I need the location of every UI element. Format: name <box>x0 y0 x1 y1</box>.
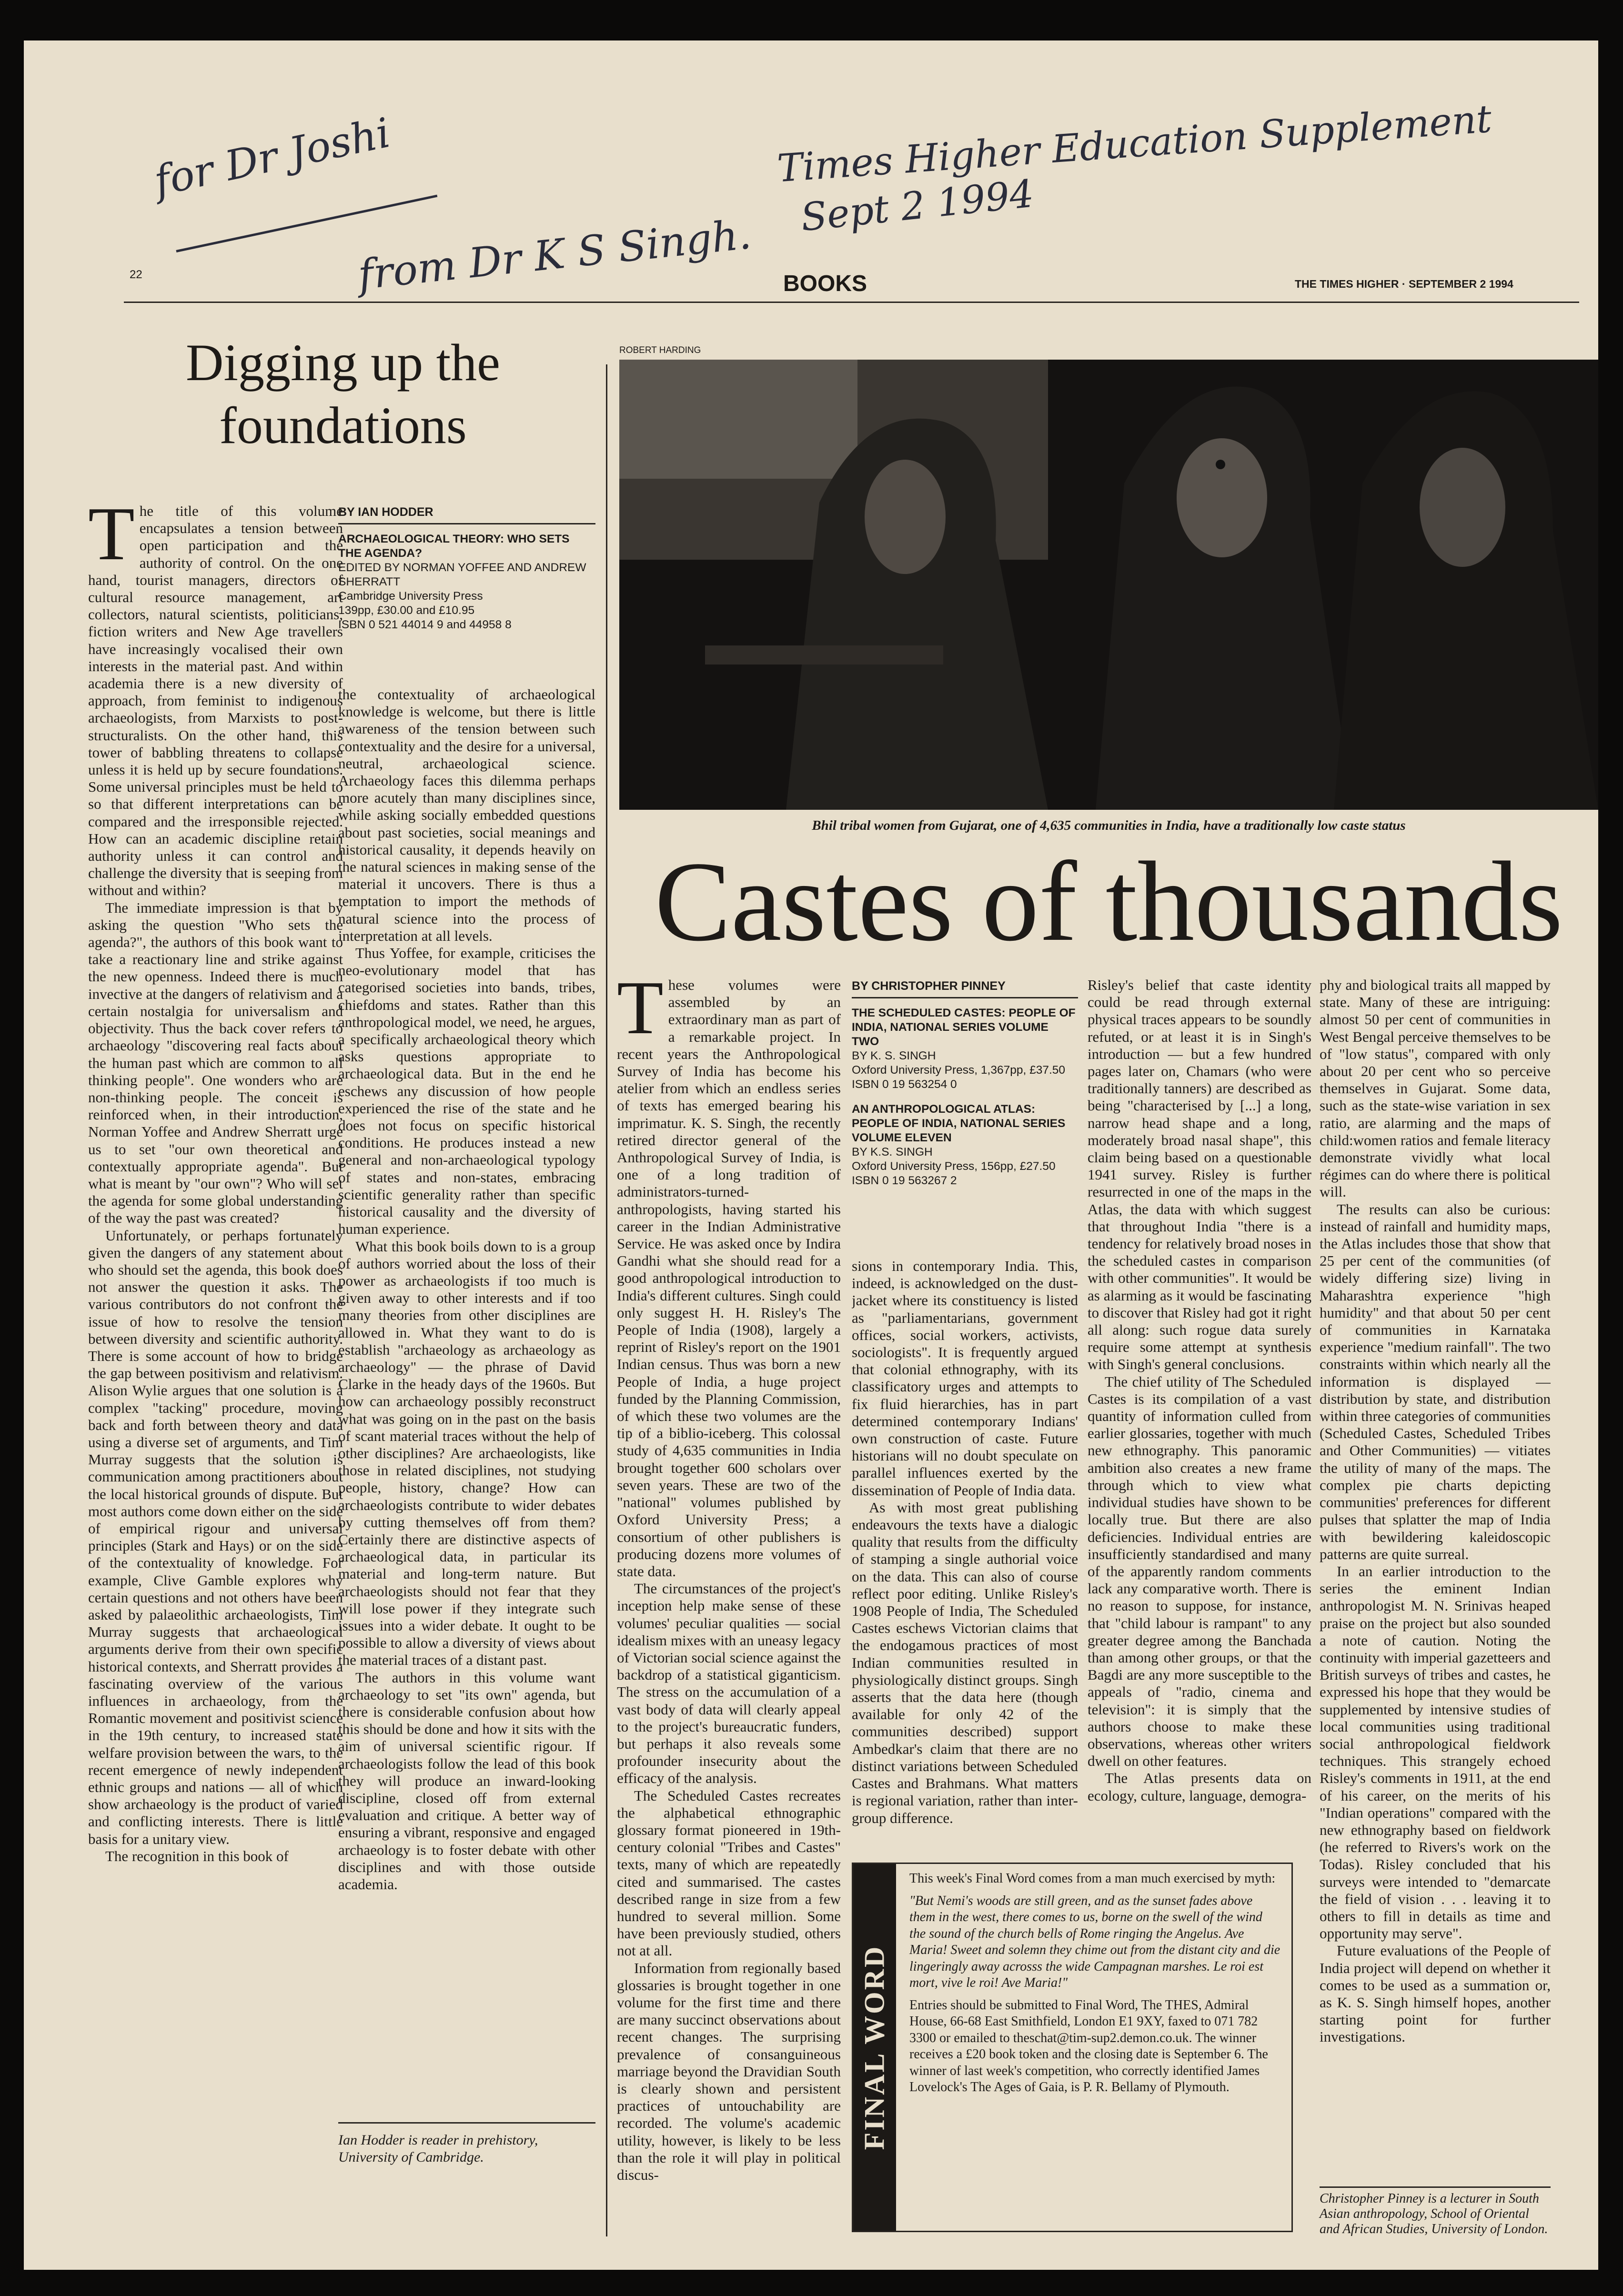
section-title: BOOKS <box>783 271 867 296</box>
book-publisher: Cambridge University Press <box>338 590 483 603</box>
article-headline: Digging up the foundations <box>186 333 500 454</box>
article-column <box>1088 977 1311 1858</box>
page-number: 22 <box>130 268 142 281</box>
paragraph: As with most great publishing endeavours the texts have a dialogic quality that results from the difficulty of stamping a single authorial voice on the data. This can also of course reflect poor editing. Unlike Risley's 1908 People of India, The Scheduled Castes eschews Victorian claims that the endogamous practices of most Indian communities resulted in physiologically distinct groups. Singh asserts that the data here (though available for only 42 of the communities described) support Ambedkar's claim that there are no distinct variations between Scheduled Castes and Brahmans. What matters is regional variation, rather than inter-group difference. <box>852 1499 1078 1826</box>
final-word-quote: "But Nemi's woods are still green, and as the sunset fades above them in the west, there comes to us, borne on the swell of the wind the sound of the church bells of Rome ringing the Angelus. Ave Maria! Sweet and solemn they chime out from the distant city and die lingeringly away acrosss the wide Campagnan marshes. Le roi est mort, vive le roi! Ave Maria!" <box>909 1893 1280 1990</box>
paragraph: What this book boils down to is a group of authors worried about the loss of their power as archaeologists if too much is given away to other interests and if too many theories from other disciplines are allowed in. What they want to do is establish "archaeology as archaeology as archaeology" — the phrase of David Clarke in the heady days of the 1960s. But how can archaeology possibly reconstruct what was going on in the past on the basis of scant material traces without the help of other disciplines? Are archaeologists, like those in related disciplines, not studying people, history, change? How can archaeologists contribute to wider debates by cutting themselves off from them? Certainly there are distinctive aspects of archaeological data, in particular its material and long-term nature. But archaeologists should not fear that they will lose power if they integrate such issues into a wider debate. It ought to be possible to allow a diversity of views about the material traces of a distant past. <box>338 1238 595 1669</box>
article-column <box>88 503 343 2239</box>
drop-cap: T <box>617 977 664 1050</box>
paragraph: he title of this volume encapsulates a tension between open participation and the authority of control. On the one hand, tourist managers, directors of cultural resource management, art collectors, natural scientists, politicians, fiction writers and New Age travellers have increasingly vocalised their own interests in the material past. And within academia there is a new diversity of approach, from feminist to indigenous archaeologists, from Marxists to post-structuralists. On the other hand, this tower of babbling threatens to collapse unless it is held up by secure foundations. Some universal principles must be held to so that different interpretations can be compared and the irresponsible rejected. How can an academic discipline retain authority unless it can control and challenge the diversity that is seeping from without and within? <box>88 503 343 899</box>
paragraph: The circumstances of the project's inception help make sense of these volumes' peculiar qualities — social idealism mixes with an uneasy legacy of Victorian social science against the backdrop of a statistical giganticism. The stress on the accumulation of a vast body of data will clearly appeal to the project's bureaucratic funders, but perhaps it also reveals some profounder insecurity about the efficacy of the analysis. <box>617 1580 841 1787</box>
author-note: Ian Hodder is reader in prehistory, University of Cambridge. <box>338 2132 538 2165</box>
book-info-box <box>338 505 595 632</box>
book-title: AN ANTHROPOLOGICAL ATLAS: PEOPLE OF INDIA, NATIONAL SERIES VOLUME ELEVEN <box>852 1103 1066 1144</box>
byline: BY IAN HODDER <box>338 505 595 524</box>
final-word-intro: This week's Final Word comes from a man much exercised by myth: <box>909 1871 1276 1886</box>
handwritten-note-recipient: for Dr Joshi <box>150 109 394 206</box>
book-isbn: ISBN 0 19 563254 0 <box>852 1078 957 1091</box>
handwritten-note-publication: Times Higher Education Supplement <box>776 96 1493 191</box>
paragraph: Thus Yoffee, for example, criticises the neo-evolutionary model that has categorised societies into bands, tribes, chiefdoms and states. Rather than this anthropological model, we need, he argues, a specifically archaeological theory which asks questions appropriate to archaeological data. But in the end he eschews any discussion of how people experienced the rise of the state and he does not focus on specific historical conditions. He produces instead a new general and non-archaeological typology of states and non-states, embracing scientific generality rather than specific historical causality and the diversity of human experience. <box>338 945 595 1238</box>
article-column <box>852 1258 1078 1858</box>
final-word-label: FINAL WORD <box>858 1944 890 2150</box>
byline: BY CHRISTOPHER PINNEY <box>852 979 1078 998</box>
book-author: BY K.S. SINGH <box>852 1146 933 1158</box>
photo-caption: Bhil tribal women from Gujarat, one of 4,635 communities in India, have a traditionally low caste status <box>812 818 1406 833</box>
paragraph: Future evaluations of the People of India project will depend on whether it comes to be used as a summation or, as K. S. Singh himself hopes, another starting point for further investigations. <box>1320 1942 1551 2045</box>
final-word-text <box>909 1871 1281 2102</box>
paragraph: The authors in this volume want archaeology to set "its own" agenda, but there is considerable confusion about how this should be done and how it sits with the aim of universal scientific rigour. If archaeologists follow the lead of this book they will produce an inward-looking discipline, closed off from external evaluation and critique. A better way of ensuring a vibrant, responsive and engaged archaeology is to foster debate with other disciplines and with those outside academia. <box>338 1669 595 1893</box>
author-note-rule <box>1320 2186 1551 2188</box>
photo-bhil-women <box>619 360 1598 810</box>
photo-illustration <box>619 360 1598 810</box>
dateline: THE TIMES HIGHER · SEPTEMBER 2 1994 <box>1295 278 1513 290</box>
paragraph: Unfortunately, or perhaps fortunately given the dangers of any statement about who should set the agenda, this book does not answer the question it asks. The various contributors do not confront the issue of how to resolve the tension between diversity and scientific authority. There is some account of how to bridge the gap between positivism and relativism. Alison Wylie argues that one solution is a complex "tacking" procedure, moving back and forth between theory and data using a diverse set of arguments, and Tim Murray suggests that the solution is communication among practitioners about the local historical grounds of dispute. But most authors come down either on the side of empirical rigour and universal principles (Stark and Hays) or on the side of the contextuality of knowledge. For example, Clive Gamble explores why certain questions and not others have been asked by palaeolithic archaeologists, Tim Murray suggests that archaeological arguments derive from their own specific historical contexts, and Sherratt provides a fascinating overview of the various influences in archaeology, from the Romantic movement and positivist science in the 19th century, to increased state welfare provision between the wars, to the recent emergence of newly independent ethnic groups and nations — all of which show archaeology is the product of varied and conflicting interests. There is little basis for a unitary view. <box>88 1227 343 1847</box>
author-note: Christopher Pinney is a lecturer in South Asian anthropology, School of Oriental and African Studies, University of London. <box>1320 2191 1548 2236</box>
book-info-box <box>852 979 1078 1198</box>
final-word-box <box>852 1863 1293 2232</box>
article-column <box>617 977 841 2234</box>
book-publisher: Oxford University Press, 156pp, £27.50 <box>852 1160 1056 1173</box>
handwritten-underline <box>176 195 437 252</box>
handwritten-note-date: Sept 2 1994 <box>798 171 1036 240</box>
paragraph: phy and biological traits all mapped by state. Many of these are intriguing: almost 50 per cent of communities in West Bengal perceive themselves to be of "low status", compared with only about 20 per cent who so perceive themselves in Gujarat. Some data, such as the state-wise variation in sex ratio, are alarming and the maps of child:women ratios and female literacy demonstrate vividly what local régimes can do where there is political will. <box>1320 977 1551 1200</box>
article-headline: Castes of thousands <box>655 838 1563 965</box>
book-isbn: ISBN 0 521 44014 9 and 44958 8 <box>338 618 512 631</box>
paragraph: The recognition in this book of <box>105 1847 289 1864</box>
book-title: THE SCHEDULED CASTES: PEOPLE OF INDIA, NATIONAL SERIES VOLUME TWO <box>852 1007 1076 1048</box>
book-author: BY K. S. SINGH <box>852 1049 936 1062</box>
paragraph: Risley's belief that caste identity could be read through external physical traces appears to be soundly refuted, or at least it is in Singh's introduction — but a few hundred pages later on, Chamars (who were traditionally tanners) are described as being "characterised by [...] a long, narrow head shape and a long, moderately broad nasal shape", this claim being based on a questionable 1941 survey. Risley is further resurrected in one of the maps in the Atlas, the data with which suggest that throughout India "there is a tendency for relatively broad noses in the scheduled castes in comparison with other communities". It would be as alarming as it would be fascinating to discover that Risley had got it right all along: such rogue data surely require some attempt at synthesis with Singh's general conclusions. <box>1088 977 1311 1373</box>
photo-credit: ROBERT HARDING <box>619 345 701 355</box>
paragraph: In an earlier introduction to the series the eminent Indian anthropologist M. N. Srinivas heaped praise on the project but also sounded a note of caution. Noting the continuity with imperial gazetteers and British surveys of tribes and castes, he expressed his hope that they would be supplemented by intensive studies of local communities using traditional social anthropological fieldwork techniques. This strangely echoed Risley's comments in 1911, at the end of his career, on the merits of his "Indian operations" compared with the new ethnography based on fieldwork (he referred to Rivers's work on the Todas). Risley concluded that his surveys were intended to "demarcate the field of vision . . . leaving it to others to fill in details as time and opportunity may serve". <box>1320 1562 1551 1942</box>
paragraph: The results can also be curious: instead of rainfall and humidity maps, the Atlas includes those that show that 25 per cent of the communities (of widely differing size) living in Maharashtra experience "high humidity" and that about 50 per cent of communities in Karnataka experience "medium rainfall". The two constraints within which nearly all the information is displayed — distribution by state, and distribution within three categories of communities (Scheduled Castes, Scheduled Tribes and Other Communities) — vitiates the utility of many of the maps. The complex pie charts depicting communities' preferences for different pulses that splatter the map of India with bewildering kaleidoscopic patterns are quite surreal. <box>1320 1200 1551 1562</box>
paragraph: The immediate impression is that by asking the question "Who sets the agenda?", the authors of this book want to take a reactionary line and strike against the new openness. Indeed there is much invective at the dangers of relativism and a certain nostalgia for universalism and objectivity. Thus the back cover refers to archaeology "discovering real facts about the human past which are common to all thinking people". One wonders who are non-thinking people. The conceit is reinforced when, in their introduction, Norman Yoffee and Andrew Sherratt urge us to set "our own theoretical and contextually appropriate agenda". But what is meant by "our own"? Who will set the agenda for some global understanding of the way the past was created? <box>88 899 343 1227</box>
column-divider <box>606 364 607 2236</box>
handwritten-note-sender: from Dr K S Singh. <box>356 210 754 300</box>
paragraph: The Scheduled Castes recreates the alphabetical ethnographic glossary format pioneered in 19th-century colonial "Tribes and Castes" texts, many of which are repeatedly cited and summarised. The castes described range in size from a few hundred to several million. Some have been previously studied, others not at all. <box>617 1787 841 1959</box>
final-word-entries: Entries should be submitted to Final Word, The THES, Admiral House, 66-68 East Smithfield, London E1 9XY, faxed to 071 782 3300 or emailed to theschat@tim-sup2.demon.co.uk. The winner receives a £20 book token and the closing date is September 6. The winner of last week's competition, who correctly identified James Lovelock's The Ages of Gaia, is P. R. Bellamy of Plymouth. <box>909 1997 1268 2095</box>
drop-cap: T <box>88 503 135 576</box>
book-price: 139pp, £30.00 and £10.95 <box>338 604 475 617</box>
article-column <box>1320 977 1551 2182</box>
book-editors: EDITED BY NORMAN YOFFEE AND ANDREW SHERRATT <box>338 561 586 588</box>
paragraph: hese volumes were assembled by an extraordinary man as part of a remarkable project. In recent years the Anthropological Survey of India has become his atelier from which an endless series of texts has emerged bearing his imprimatur. K. S. Singh, the recently retired director general of the Anthropological Survey of India, is one of a long tradition of administrators-turned-anthropologists, having started his career in the Indian Administrative Service. He was asked once by Indira Gandhi what she should read for a good anthropological introduction to India's different cultures. Singh could only suggest H. H. Risley's The People of India (1908), largely a reprint of Risley's report on the 1901 Indian census. Thus was born a new People of India, a huge project funded by the Planning Commission, of which these two volumes are the tip of a biblio-iceberg. This colossal study of 4,635 communities in India brought together 600 scholars over seven years. These are two of the "national" volumes published by Oxford University Press; a consortium of other publishers is producing dozens more volumes of state data. <box>617 977 841 1580</box>
paragraph: The chief utility of The Scheduled Castes is its compilation of a vast quantity of information culled from earlier glossaries, together with much new ethnography. This panoramic ambition also creates a new frame through which to view what individual studies have shown to be locally true. But there are also deficiencies. Individual entries are insufficiently standardised and many of the apparently random comments lack any comparative worth. There is no reason to suppose, for instance, that "child labour is rampant" to any greater degree among the Banchada than among other groups, or that the Bagdi are any more susceptible to the appeals of "radio, cinema and television": it is simply that the authors choose to make these observations, whereas other writers dwell on other features. <box>1088 1373 1311 1770</box>
paragraph: The Atlas presents data on ecology, culture, language, demogra- <box>1088 1770 1311 1804</box>
author-note-rule <box>338 2122 595 2124</box>
book-isbn: ISBN 0 19 563267 2 <box>852 1174 957 1187</box>
article-column <box>338 686 595 2115</box>
masthead-rule <box>124 302 1579 303</box>
book-title: ARCHAEOLOGICAL THEORY: WHO SETS THE AGENDA? <box>338 533 570 560</box>
paragraph: the contextuality of archaeological knowledge is welcome, but there is little awareness of the tension between such contextuality and the desire for a universal, neutral, archaeological science. Archaeology faces this dilemma perhaps more acutely than many disciplines since, while asking socially embedded questions about past societies, social meanings and historical causality, it depends heavily on the natural sciences in making sense of the material it uncovers. There is thus a temptation to import the methods of natural science into the process of interpretation at all levels. <box>338 686 595 944</box>
paragraph: Information from regionally based glossaries is brought together in one volume for the first time and there are many succinct observations about recent changes. The surprising prevalence of consanguineous marriage beyond the Dravidian South is clearly shown and persistent practices of untouchability are recorded. The volume's academic utility, however, is likely to be less than the role it will play in political discus- <box>617 1959 841 2184</box>
paragraph: sions in contemporary India. This, indeed, is acknowledged on the dust-jacket where its constituency is listed as "parliamentarians, government offices, social workers, activists, sociologists". It is frequently argued that colonial ethnography, with its classificatory urges and attempts to fix fluid hierarchies, has in part determined contemporary Indians' own construction of caste. Future historians will no doubt speculate on parallel influences exerted by the dissemination of People of India data. <box>852 1258 1078 1499</box>
final-word-tab <box>853 1864 896 2231</box>
newspaper-clipping <box>24 40 1598 2270</box>
book-publisher: Oxford University Press, 1,367pp, £37.50 <box>852 1064 1066 1077</box>
